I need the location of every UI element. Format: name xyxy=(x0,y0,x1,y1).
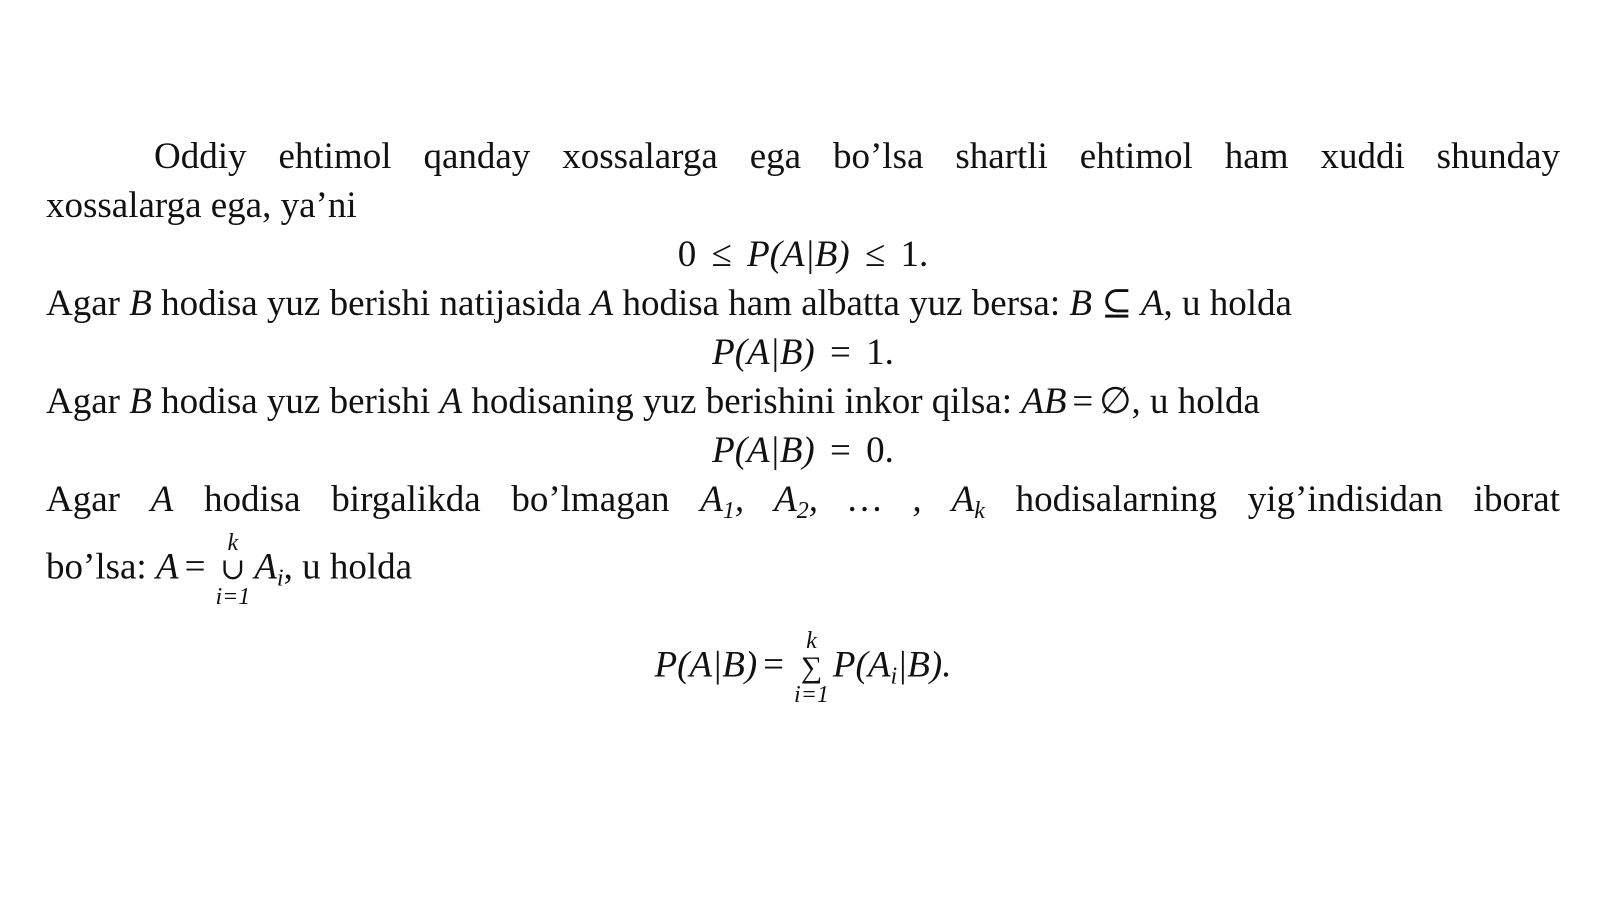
sum-lower-limit: i=1 xyxy=(794,682,829,708)
union-operator xyxy=(215,530,250,610)
union-upper-limit: k xyxy=(227,530,239,556)
paragraph-3-condition: AB xyxy=(1021,381,1067,422)
formula-impossible-event xyxy=(46,426,1560,475)
formula-3-rhs: 0. xyxy=(866,430,894,471)
paragraph-3-var-b: B xyxy=(129,381,152,422)
formula-4-eq: = xyxy=(763,644,785,686)
formula-2-rhs: 1. xyxy=(866,332,894,373)
paragraph-4-a2: A xyxy=(774,479,797,520)
paragraph-2 xyxy=(46,279,1560,328)
formula-4-rhs-pre: P(A xyxy=(832,644,891,686)
paragraph-4-text-2: hodisa birgalikda bo’lmagan xyxy=(173,479,701,520)
formula-3-eq: = xyxy=(830,430,851,471)
union-lower-limit: i=1 xyxy=(215,584,251,610)
formula-1-le-1: ≤ xyxy=(711,234,732,275)
formula-2-eq: = xyxy=(830,332,851,373)
paragraph-2-text-3: hodisa ham albatta yuz bersa: xyxy=(613,283,1070,324)
paragraph-4-comma: , xyxy=(734,479,775,520)
paragraph-4-text-3: hodisalarning yig’indisidan iborat xyxy=(984,479,1560,520)
paragraph-1-line-2 xyxy=(46,181,1560,230)
union-symbol: ∪ xyxy=(220,553,246,586)
formula-4-lhs: P(A|B) xyxy=(654,644,758,686)
paragraph-3 xyxy=(46,377,1560,426)
sum-operator xyxy=(794,628,829,708)
paragraph-4-ai: A xyxy=(254,546,277,588)
formula-1-lhs: 0 xyxy=(677,234,697,275)
paragraph-4-eq: = xyxy=(184,546,206,588)
formula-4-rhs-sub: i xyxy=(890,663,898,690)
paragraph-2-text-1: Agar xyxy=(46,283,130,324)
paragraph-4-line-1 xyxy=(46,475,1560,524)
paragraph-2-text-2: hodisa yuz berishi natijasida xyxy=(151,283,591,324)
paragraph-4-lhs: A xyxy=(155,546,179,588)
paragraph-1-line-1 xyxy=(46,132,1560,181)
paragraph-2-condition: B ⊆ A xyxy=(1069,283,1164,324)
paragraph-4-text-5: , u holda xyxy=(283,546,413,588)
paragraph-4-text-1: Agar xyxy=(46,479,151,520)
paragraph-1-text-1: Oddiy ehtimol qanday xossalarga ega bo’lsa shartli ehtimol ham xuddi shunday xyxy=(154,136,1560,177)
formula-3-expr: P(A|B) xyxy=(712,430,815,471)
formula-2-expr: P(A|B) xyxy=(712,332,815,373)
paragraph-3-eq: = xyxy=(1072,381,1094,422)
paragraph-4-ai-sub: i xyxy=(276,565,284,592)
document-body xyxy=(46,132,1560,708)
formula-1-rhs: 1. xyxy=(900,234,929,275)
formula-1-expr: P(A|B) xyxy=(747,234,850,275)
paragraph-2-var-b: B xyxy=(129,283,152,324)
paragraph-4-a1: A xyxy=(700,479,723,520)
paragraph-4-a2-sub: 2 xyxy=(796,498,809,524)
paragraph-3-text-2: hodisa yuz berishi xyxy=(151,381,440,422)
paragraph-3-empty-set: ∅ xyxy=(1099,381,1132,422)
paragraph-2-var-a: A xyxy=(590,283,614,324)
paragraph-4-a1-sub: 1 xyxy=(722,498,735,524)
formula-1-le-2: ≤ xyxy=(864,234,886,275)
sum-upper-limit: k xyxy=(806,628,817,654)
paragraph-3-text-1: Agar xyxy=(46,381,130,422)
paragraph-4-var-a: A xyxy=(150,479,174,520)
paragraph-3-text-4: , u holda xyxy=(1131,381,1260,422)
paragraph-2-text-4: , u holda xyxy=(1163,283,1292,324)
paragraph-4-ak: A xyxy=(951,479,975,520)
paragraph-3-var-a: A xyxy=(439,381,463,422)
paragraph-4-text-4: bo’lsa: xyxy=(46,546,156,588)
paragraph-3-text-3: hodisaning yuz berishini inkor qilsa: xyxy=(462,381,1022,422)
paragraph-4-dots: , … , xyxy=(808,479,952,520)
formula-bounds xyxy=(46,230,1560,279)
paragraph-4-ak-sub: k xyxy=(974,498,985,524)
paragraph-4-events-list xyxy=(700,479,985,524)
formula-certain-event xyxy=(46,328,1560,377)
formula-4-rhs-post: |B). xyxy=(897,644,952,686)
paragraph-1-text-2: xossalarga ega, ya’ni xyxy=(46,185,357,226)
paragraph-4-line-2 xyxy=(46,530,1560,610)
sum-symbol: ∑ xyxy=(800,651,823,684)
formula-additivity xyxy=(46,628,1560,708)
